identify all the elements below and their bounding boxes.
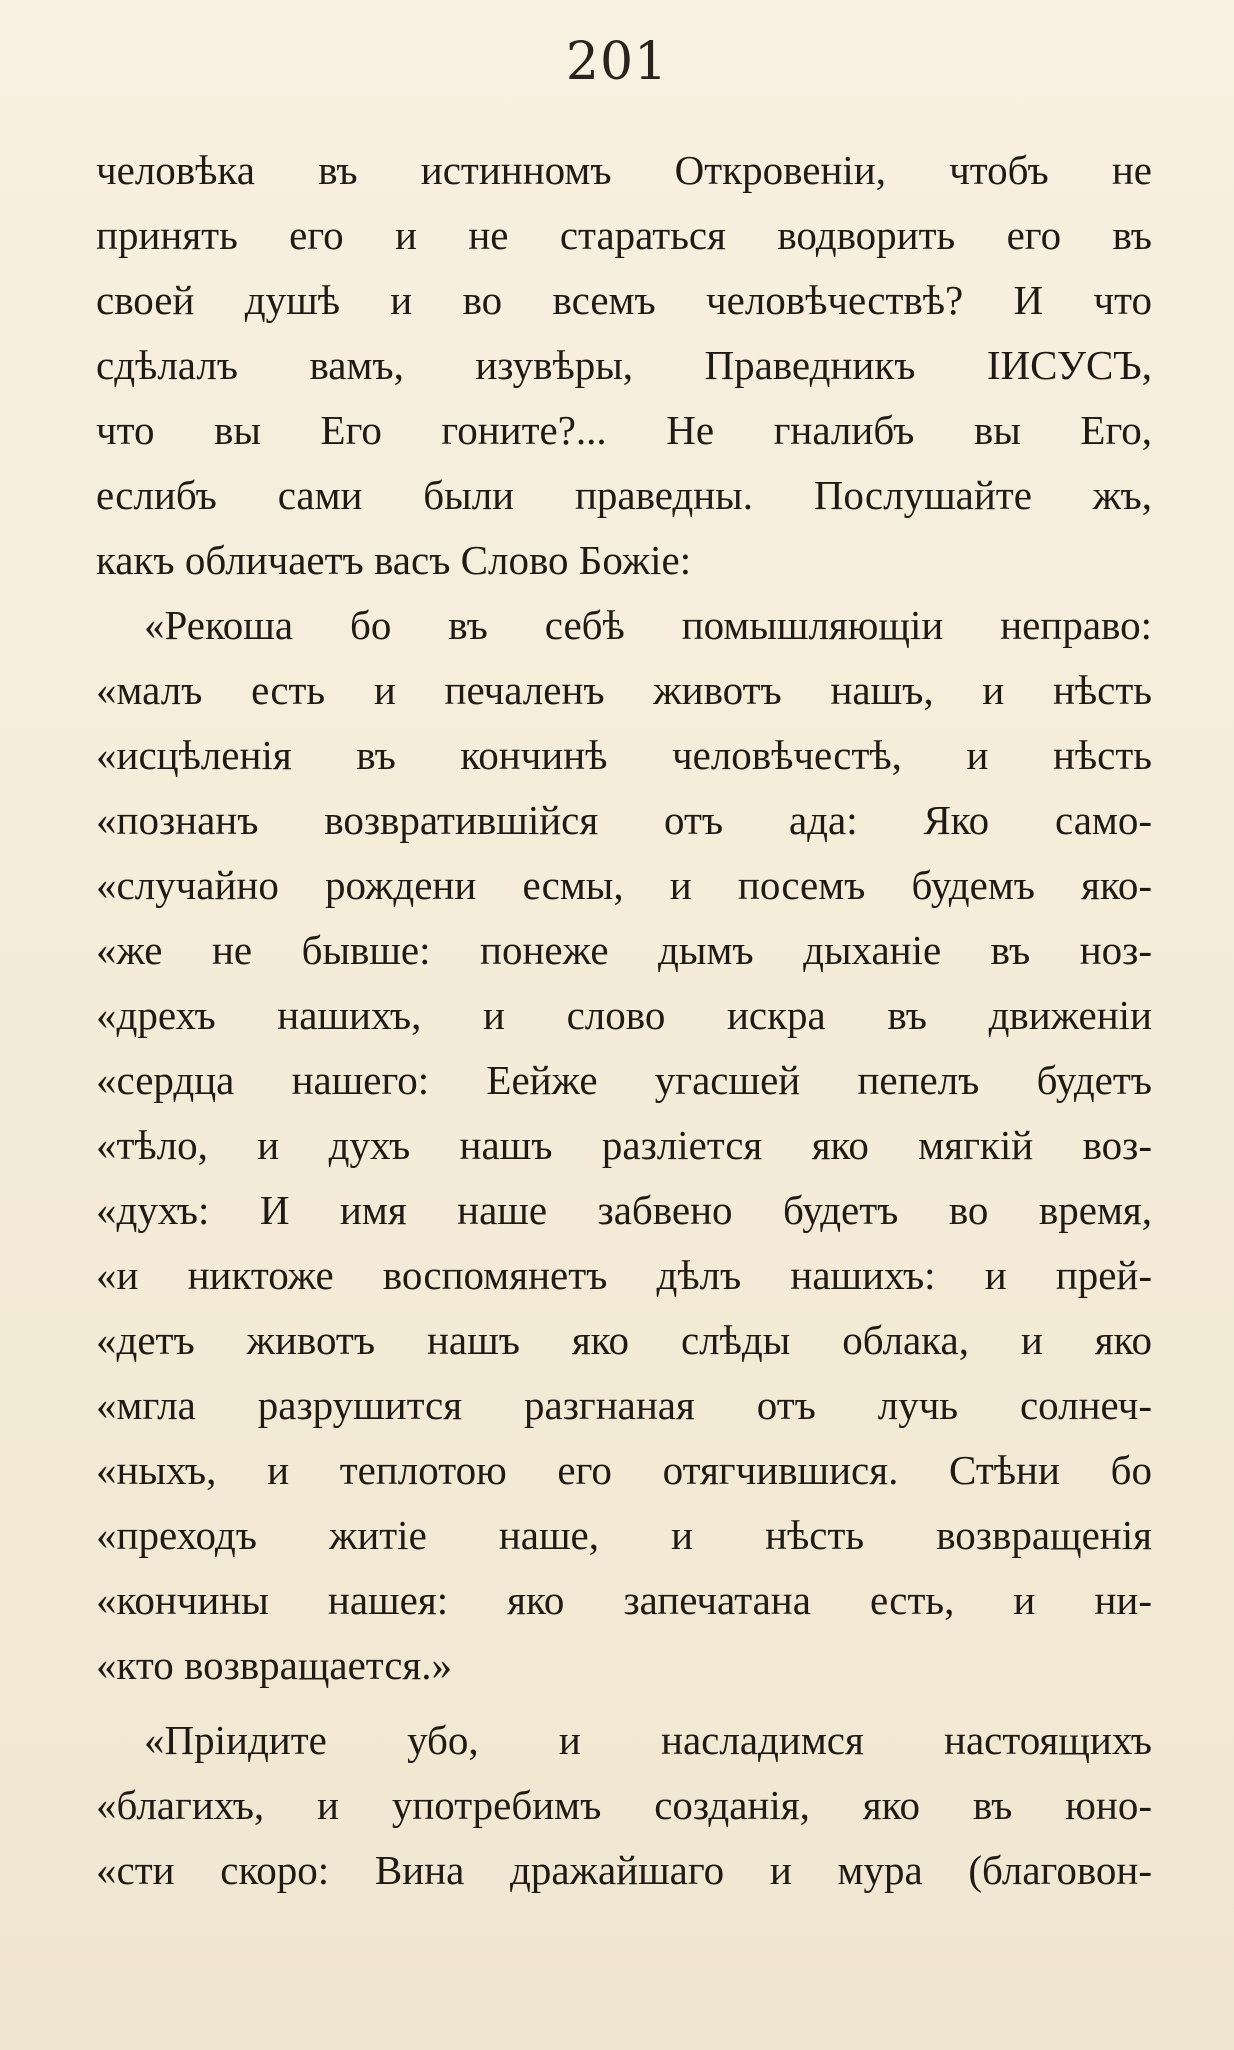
text-line: «мгла разрушится разгнаная отъ лучь солнеч- <box>96 1382 1152 1428</box>
text-line: «тѣло, и духъ нашъ разліется яко мягкій воз- <box>96 1122 1152 1168</box>
text-line: «исцѣленія въ кончинѣ человѣчестѣ, и нѣсть <box>96 732 1152 778</box>
text-line: «Рекоша бо въ себѣ помышляющіи неправо: <box>144 602 1152 648</box>
page-text <box>96 138 1152 1903</box>
text-line: «сердца нашего: Еейже угасшей пепелъ будетъ <box>96 1057 1152 1103</box>
text-line: своей душѣ и во всемъ человѣчествѣ? И что <box>96 277 1152 323</box>
text-line: «познанъ возвратившійся отъ ада: Яко само- <box>96 797 1152 843</box>
text-line: принять его и не стараться водворить его въ <box>96 212 1152 258</box>
text-line: «кончины нашея: яко запечатана есть, и ни- <box>96 1577 1152 1623</box>
text-line: какъ обличаетъ васъ Слово Божіе: <box>96 537 692 583</box>
text-line: «благихъ, и употребимъ созданія, яко въ юно- <box>96 1782 1152 1828</box>
text-line: человѣка въ истинномъ Откровеніи, чтобъ не <box>96 147 1152 193</box>
page-number: 201 <box>565 32 669 92</box>
text-line: еслибъ сами были праведны. Послушайте жъ, <box>96 472 1152 518</box>
text-line: «детъ животъ нашъ яко слѣды облака, и яко <box>96 1317 1152 1363</box>
text-line: «Пріидите убо, и насладимся настоящихъ <box>144 1717 1152 1763</box>
text-line: «ныхъ, и теплотою его отягчившися. Стѣни бо <box>96 1447 1152 1493</box>
text-line: «духъ: И имя наше забвено будетъ во время, <box>96 1187 1152 1233</box>
text-line: что вы Его гоните?... Не гналибъ вы Его, <box>96 407 1152 453</box>
text-line: «же не бывше: понеже дымъ дыханіе въ ноз- <box>96 927 1152 973</box>
text-line: «и никтоже воспомянетъ дѣлъ нашихъ: и прей- <box>96 1252 1152 1298</box>
text-line: «преходъ житіе наше, и нѣсть возвращенія <box>96 1512 1152 1558</box>
text-line: «кто возвращается.» <box>96 1642 453 1688</box>
text-line: «случайно рождени есмы, и посемъ будемъ яко- <box>96 862 1152 908</box>
text-line: «малъ есть и печаленъ животъ нашъ, и нѣсть <box>96 667 1152 713</box>
text-line: «сти скоро: Вина дражайшаго и мура (благовон- <box>96 1847 1152 1893</box>
text-line: «дрехъ нашихъ, и слово искра въ движеніи <box>96 992 1152 1038</box>
text-line: сдѣлалъ вамъ, изувѣры, Праведникъ ІИСУСЪ, <box>96 342 1152 388</box>
